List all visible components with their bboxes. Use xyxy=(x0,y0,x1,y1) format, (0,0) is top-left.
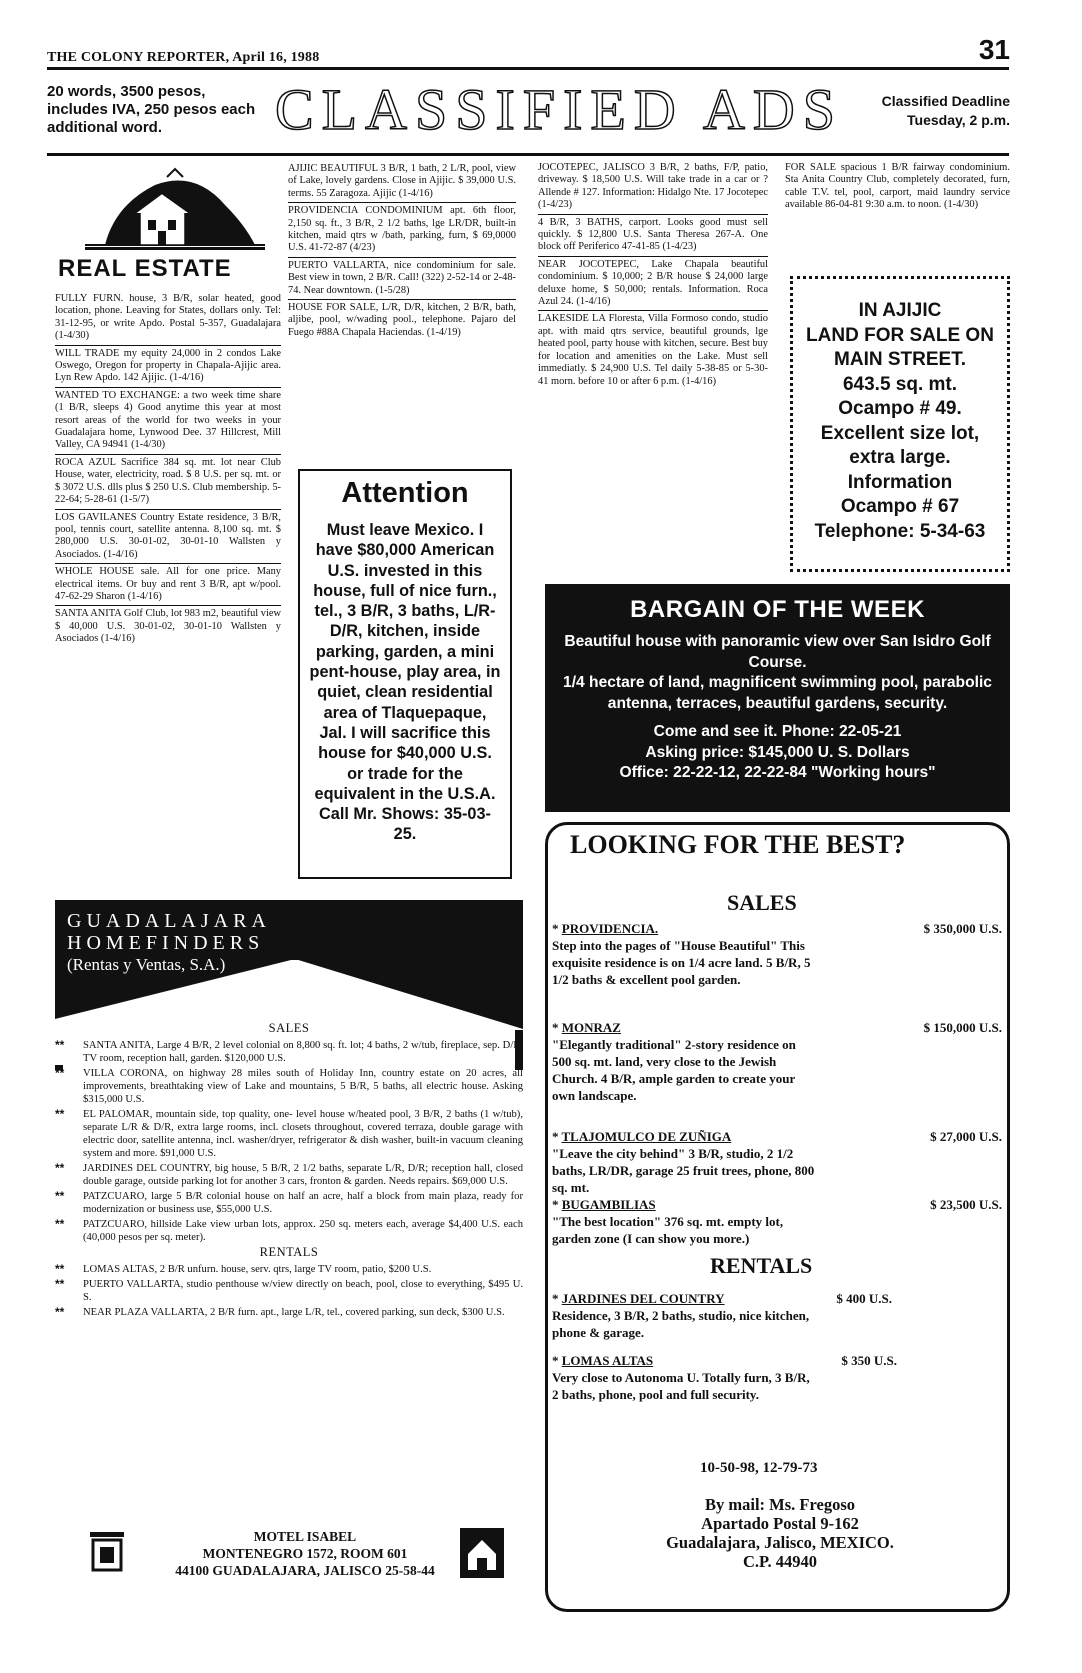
ajijic-line: 643.5 sq. mt. xyxy=(842,373,958,395)
ajijic-line: Telephone: 5-34-63 xyxy=(814,520,986,542)
listing-text: JARDINES DEL COUNTRY, big house, 5 B/R, 2 1/2 baths, separate L/R, D/R; reception hall, closed double garage, outside parking lot for another 3 cars, fronton & garden. Needs repairs. $69,000 U.S. xyxy=(83,1163,523,1187)
listing-text: VILLA CORONA, on highway 28 miles south of Holiday Inn, country estate on 20 acres, all improvements, breathtaking view of Lake and mountains, 5 B/R, 5 baths, all electric house. Asking $315,000 U.S. xyxy=(83,1068,523,1105)
classified-column-1 xyxy=(55,293,281,650)
best-rental-item: * JARDINES DEL COUNTRY $ 400 U.S. Residence, 3 B/R, 2 baths, studio, nice kitchen, phone & garage. xyxy=(552,1291,892,1340)
best-mail-address xyxy=(620,1495,940,1571)
homefinders-name-line1: GUADALAJARA xyxy=(67,910,271,932)
listing-marker: ** xyxy=(55,1189,65,1203)
listing-marker: ** xyxy=(55,1217,65,1231)
ajijic-line: MAIN STREET. xyxy=(834,349,966,370)
best-sale-name: MONRAZ xyxy=(561,1020,621,1035)
bargain-line: 1/4 hectare of land, magnificent swimming pool, parabolic antenna, terraces, beautiful gardens, security. xyxy=(563,674,992,712)
real-estate-heading: REAL ESTATE xyxy=(58,255,232,282)
ajijic-line: IN AJIJIC xyxy=(858,300,942,321)
best-sale-desc: "Leave the city behind" 3 B/R, studio, 2 1/2 baths, LR/DR, garage 25 fruit trees, phone, 800 sq. mt. xyxy=(552,1146,815,1195)
best-rental-item: * LOMAS ALTAS $ 350 U.S. Very close to Autonoma U. Totally furn, 3 B/R, 2 baths, phone, pool and full security. xyxy=(552,1353,897,1402)
listing-marker: ** xyxy=(55,1277,65,1291)
classified-ad: LOS GAVILANES Country Estate residence, 3 B/R, pool, tennis court, satellite antenna. 8,100 sq. mt. $ 280,000 U.S. 30-01-02, 30-01-10 Wallsten y Asociados. (1-4/16) xyxy=(55,512,281,565)
address-line: MOTEL ISABEL xyxy=(253,1529,357,1544)
best-phone-numbers: 10-50-98, 12-79-73 xyxy=(700,1460,818,1476)
bargain-line: Asking price: $145,000 U. S. Dollars xyxy=(645,743,910,761)
classified-ad: LAKESIDE LA Floresta, Villa Formoso condo, studio apt. with maid qtrs service, beautiful grounds, lge heated pool, party house with kitchen, secure. Best buy for location and amenities on the Lake. Must sell immediatly. $ 24,900 U.S. Tel daily 5-38-85 or 5-30-41 morn. before 10 or after 6 p.m. (1-4/16) xyxy=(538,313,768,387)
homefinders-rentals-heading: RENTALS xyxy=(259,1245,319,1259)
best-rentals-heading: RENTALS xyxy=(710,1253,813,1278)
listing-marker: ** xyxy=(55,1161,65,1175)
best-sale-item: * MONRAZ $ 150,000 U.S. "Elegantly traditional" 2-story residence on 500 sq. mt. land, very close to the Jewish Church. 4 B/R, ample garden to create your own landscape. xyxy=(552,1020,1002,1103)
ajijic-line: Ocampo # 49. xyxy=(838,398,962,419)
homefinders-listings xyxy=(55,1020,523,1321)
best-rental-desc: Very close to Autonoma U. Totally furn, 3 B/R, 2 baths, phone, pool and full security. xyxy=(552,1370,810,1402)
best-sale-desc: Step into the pages of "House Beautiful" This exquisite residence is on 1/4 acre land. 5 B/R, 5 1/2 baths & excellent pool garden. xyxy=(552,938,811,987)
best-sale-name: TLAJOMULCO DE ZUÑIGA xyxy=(561,1129,732,1144)
ajijic-line: extra large. xyxy=(849,447,951,468)
classified-ad: FULLY FURN. house, 3 B/R, solar heated, good location, phone. Leaving for States, dollars only. Tel: 31-12-95, or write Apdo. Postal 5-357, Guadalajara (1-4/30) xyxy=(55,293,281,346)
best-rental-price: $ 400 U.S. xyxy=(836,1291,892,1306)
listing-text: EL PALOMAR, mountain side, top quality, one- level house w/heated pool, 3 B/R, 2 baths (1 w/tub), separate L/R & D/R, extra large rooms, incl. closets throughout, covered terraza, double garage with electric door, satellite antenna, incl. washer/dryer, refrigerator & dish washer, built-in vacuum cleaning system and more. $91,000 U.S. xyxy=(83,1109,523,1159)
ajijic-line: Excellent size lot, xyxy=(820,422,980,444)
banner-rule xyxy=(47,153,1009,156)
best-sale-name: PROVIDENCIA. xyxy=(561,921,659,936)
listing-text: LOMAS ALTAS, 2 B/R unfurn. house, serv. qtrs, large TV room, patio, $200 U.S. xyxy=(83,1264,432,1275)
homefinders-listing xyxy=(55,1162,523,1188)
page-number: 31 xyxy=(978,34,1010,65)
ajijic-line: Information xyxy=(847,471,953,493)
classified-ad: NEAR JOCOTEPEC, Lake Chapala beautiful condominium. $ 10,000; 2 B/R house $ 24,000 large deluxe home, $ 50,000; rentals. Information. Roca Azul 24. (1-4/16) xyxy=(538,259,768,312)
homefinders-listing xyxy=(55,1218,523,1244)
listing-text: NEAR PLAZA VALLARTA, 2 B/R furn. apt., large L/R, tel., covered parking, sun deck, $300 U.S. xyxy=(83,1307,505,1318)
listing-marker: ** xyxy=(55,1305,65,1319)
homefinders-listing xyxy=(55,1108,523,1160)
best-sale-item: * PROVIDENCIA. $ 350,000 U.S. Step into the pages of "House Beautiful" This exquisite residence is on 1/4 acre land. 5 B/R, 5 1/2 baths & excellent pool garden. xyxy=(552,921,1002,987)
classified-ad: JOCOTEPEC, JALISCO 3 B/R, 2 baths, F/P, patio, driveway. $ 18,500 U.S. Will take trade in a car or ? Allende # 127. Information: Hidalgo Nte. 17 Jocotepec (1-4/23) xyxy=(538,162,768,215)
attention-body: Must leave Mexico. I have $80,000 American U.S. invested in this house, full of nice furn., tel., 3 B/R, 3 baths, L/R-D/R, kitchen, inside parking, garden, a mini pent-house, play area, in quiet, clean residential area of Tlaquepaque, Jal. I will sacrifice this house for $40,000 U.S. or trade for the equivalent in the U.S.A. Call Mr. Shows: 35-03-25. xyxy=(309,521,501,844)
deadline-label: Classified Deadline xyxy=(881,93,1010,109)
classified-ads-banner: CLASSIFIED ADS xyxy=(275,77,844,142)
member-logo-icon xyxy=(90,1532,124,1572)
classified-ad: 4 B/R, 3 BATHS, carport. Looks good must sell quickly. $ 12,800 U.S. Santa Theresa 267-A. One block off Periferico 47-41-85 (1-4/23) xyxy=(538,217,768,257)
homefinders-ad xyxy=(55,900,523,1600)
listing-text: PATZCUARO, large 5 B/R colonial house on half an acre, half a block from main plaza, ready for modernization or business use, $55,000 U.S. xyxy=(83,1191,523,1215)
bargain-line: Beautiful house with panoramic view over San Isidro Golf Course. xyxy=(564,633,991,671)
best-sale-price: $ 150,000 U.S. xyxy=(923,1020,1002,1035)
classified-column-4 xyxy=(785,162,1010,216)
listing-text: SANTA ANITA, Large 4 B/R, 2 level colonial on 8,800 sq. ft. lot; 4 baths, 2 w/tub, fireplace, sep. D/R, TV room, reception hall, garden. $120,000 U.S. xyxy=(83,1040,523,1064)
best-sale-name: BUGAMBILIAS xyxy=(561,1197,656,1212)
best-sale-price: $ 27,000 U.S. xyxy=(930,1129,1002,1144)
classified-column-3 xyxy=(538,162,768,392)
homefinders-rental xyxy=(55,1263,523,1276)
address-line: 44100 GUADALAJARA, JALISCO 25-58-44 xyxy=(175,1563,435,1578)
classified-ad: ROCA AZUL Sacrifice 384 sq. mt. lot near Club House, water, electricity, road. $ 8 U.S. per sq. mt. or $ 3072 U.S. dlls plus $ 250 U.S. Club membership. 5-22-64; 5-28-61 (1-5/7) xyxy=(55,457,281,510)
best-sale-desc: "Elegantly traditional" 2-story residence on 500 sq. mt. land, very close to the Jewish Church. 4 B/R, ample garden to create your own landscape. xyxy=(552,1037,796,1103)
homefinders-name xyxy=(67,910,271,954)
homefinders-rental xyxy=(55,1306,523,1319)
best-sale-price: $ 23,500 U.S. xyxy=(930,1197,1002,1212)
mail-line: C.P. 44940 xyxy=(742,1552,818,1571)
listing-marker: ** xyxy=(55,1038,65,1052)
rate-info: 20 words, 3500 pesos, includes IVA, 250 pesos each additional word. xyxy=(47,83,256,136)
address-line: MONTENEGRO 1572, ROOM 601 xyxy=(202,1546,408,1561)
listing-marker: ** xyxy=(55,1066,65,1080)
classified-ad: AJIJIC BEAUTIFUL 3 B/R, 1 bath, 2 L/R, pool, view of Lake, lovely gardens. Close in Ajijic. $ 39,000 U.S. terms. 55 Zaragoza. Ajijic (1-4/16) xyxy=(288,163,516,203)
homefinders-sales-heading: SALES xyxy=(268,1021,310,1035)
listing-marker: ** xyxy=(55,1262,65,1276)
bargain-line: Office: 22-22-12, 22-22-84 "Working hours" xyxy=(619,764,936,781)
deadline-time: Tuesday, 2 p.m. xyxy=(907,112,1010,128)
classified-ad: SANTA ANITA Golf Club, lot 983 m2, beautiful view $ 40,000 U.S. 30-01-02, 30-01-10 Wallsten y Asociados (1-4/16) xyxy=(55,608,281,645)
listing-marker: ** xyxy=(55,1107,65,1121)
homefinders-subtitle: (Rentas y Ventas, S.A.) xyxy=(67,955,226,974)
house-logo-icon xyxy=(460,1528,504,1578)
bargain-title: BARGAIN OF THE WEEK xyxy=(630,596,925,623)
mail-line: Apartado Postal 9-162 xyxy=(701,1514,859,1533)
classified-ad: PUERTO VALLARTA, nice condominium for sale. Best view in town, 2 B/R. Call! (322) 2-52-14 or 2-48-74. Near downtown. (1-5/28) xyxy=(288,260,516,300)
homefinders-listing xyxy=(55,1039,523,1065)
attention-ad-box xyxy=(298,469,512,879)
listing-text: PUERTO VALLARTA, studio penthouse w/view directly on beach, pool, close to everything, $495 U. S. xyxy=(83,1279,523,1303)
best-sale-price: $ 350,000 U.S. xyxy=(923,921,1002,936)
best-sale-item: * BUGAMBILIAS $ 23,500 U.S. "The best location" 376 sq. mt. empty lot, garden zone (I can show you more.) xyxy=(552,1197,1002,1246)
best-rental-name: LOMAS ALTAS xyxy=(561,1353,654,1368)
classified-ad: WILL TRADE my equity 24,000 in 2 condos Lake Oswego, Oregon for property in Chapala-Ajijic area. Lyn Rew Apdo. 142 Ajijic. (1-4/16) xyxy=(55,348,281,388)
classified-ad: PROVIDENCIA CONDOMINIUM apt. 6th floor, 2,150 sq. ft., 3 B/R, 2 1/2 baths, lge LR/DR, built-in kitchen, maid qtrs w /bath, parking, furn, $ 69,0000 U.S. 41-72-87 (4/23) xyxy=(288,205,516,258)
mail-line: By mail: Ms. Fregoso xyxy=(704,1495,855,1514)
ajijic-line: Ocampo # 67 xyxy=(840,496,960,517)
listing-text: PATZCUARO, hillside Lake view urban lots, approx. 250 sq. meters each, average $4,400 U.S. each (40,000 pesos per sq. meter). xyxy=(83,1219,523,1243)
best-sale-desc: "The best location" 376 sq. mt. empty lot, garden zone (I can show you more.) xyxy=(552,1214,784,1246)
classified-ad: FOR SALE spacious 1 B/R fairway condominium. Sta Anita Country Club, completely decorated, furn, cable T.V. tel, pool, carport, maid laundry service available 86-04-81 9:30 a.m. to noon. (1-4/30) xyxy=(785,162,1010,211)
classified-column-2 xyxy=(288,163,516,343)
masthead-rule xyxy=(47,67,1009,70)
classified-deadline xyxy=(800,92,1010,130)
homefinders-name-line2: HOMEFINDERS xyxy=(67,932,265,954)
bargain-line: Come and see it. Phone: 22-05-21 xyxy=(653,723,902,740)
best-title: LOOKING FOR THE BEST? xyxy=(570,830,906,859)
classified-ad: HOUSE FOR SALE, L/R, D/R, kitchen, 2 B/R, bath, aljibe, pool, w/wading pool., telephone. Pajaro del Fuego #88A Chapala Haciendas. (1-4/19) xyxy=(288,302,516,338)
best-rental-desc: Residence, 3 B/R, 2 baths, studio, nice kitchen, phone & garage. xyxy=(552,1308,810,1340)
best-rental-price: $ 350 U.S. xyxy=(841,1353,897,1368)
homefinders-address xyxy=(165,1528,445,1579)
best-sale-item: * TLAJOMULCO DE ZUÑIGA $ 27,000 U.S. "Leave the city behind" 3 B/R, studio, 2 1/2 baths, LR/DR, garage 25 fruit trees, phone, 800 sq. mt. xyxy=(552,1129,1002,1195)
homefinders-listing xyxy=(55,1190,523,1216)
ajijic-line: LAND FOR SALE ON xyxy=(806,324,994,346)
mail-line: Guadalajara, Jalisco, MEXICO. xyxy=(666,1533,894,1552)
attention-title: Attention xyxy=(341,477,469,509)
best-rental-name: JARDINES DEL COUNTRY xyxy=(561,1291,725,1306)
classified-ad: WHOLE HOUSE sale. All for one price. Many electrical items. Or buy and rent 3 B/R, apt w/pool. 47-62-29 Sharon (1-4/16) xyxy=(55,566,281,606)
best-sales-heading: SALES xyxy=(727,890,797,915)
ajijic-land-ad xyxy=(790,276,1010,572)
homefinders-listing xyxy=(55,1067,523,1106)
homefinders-rental xyxy=(55,1278,523,1304)
newspaper-title: THE COLONY REPORTER, April 16, 1988 xyxy=(47,50,320,65)
real-estate-house-icon xyxy=(55,165,281,255)
classified-ad: WANTED TO EXCHANGE: a two week time share (1 B/R, sleeps 4) Good anytime this year at most resort areas of the world for two weeks in your Guadalajara home, Lynwood Dee. 37 Hillcrest, Mill Valley, CA 94941 (1-4/30) xyxy=(55,390,281,455)
bargain-of-the-week-ad xyxy=(545,584,1010,812)
